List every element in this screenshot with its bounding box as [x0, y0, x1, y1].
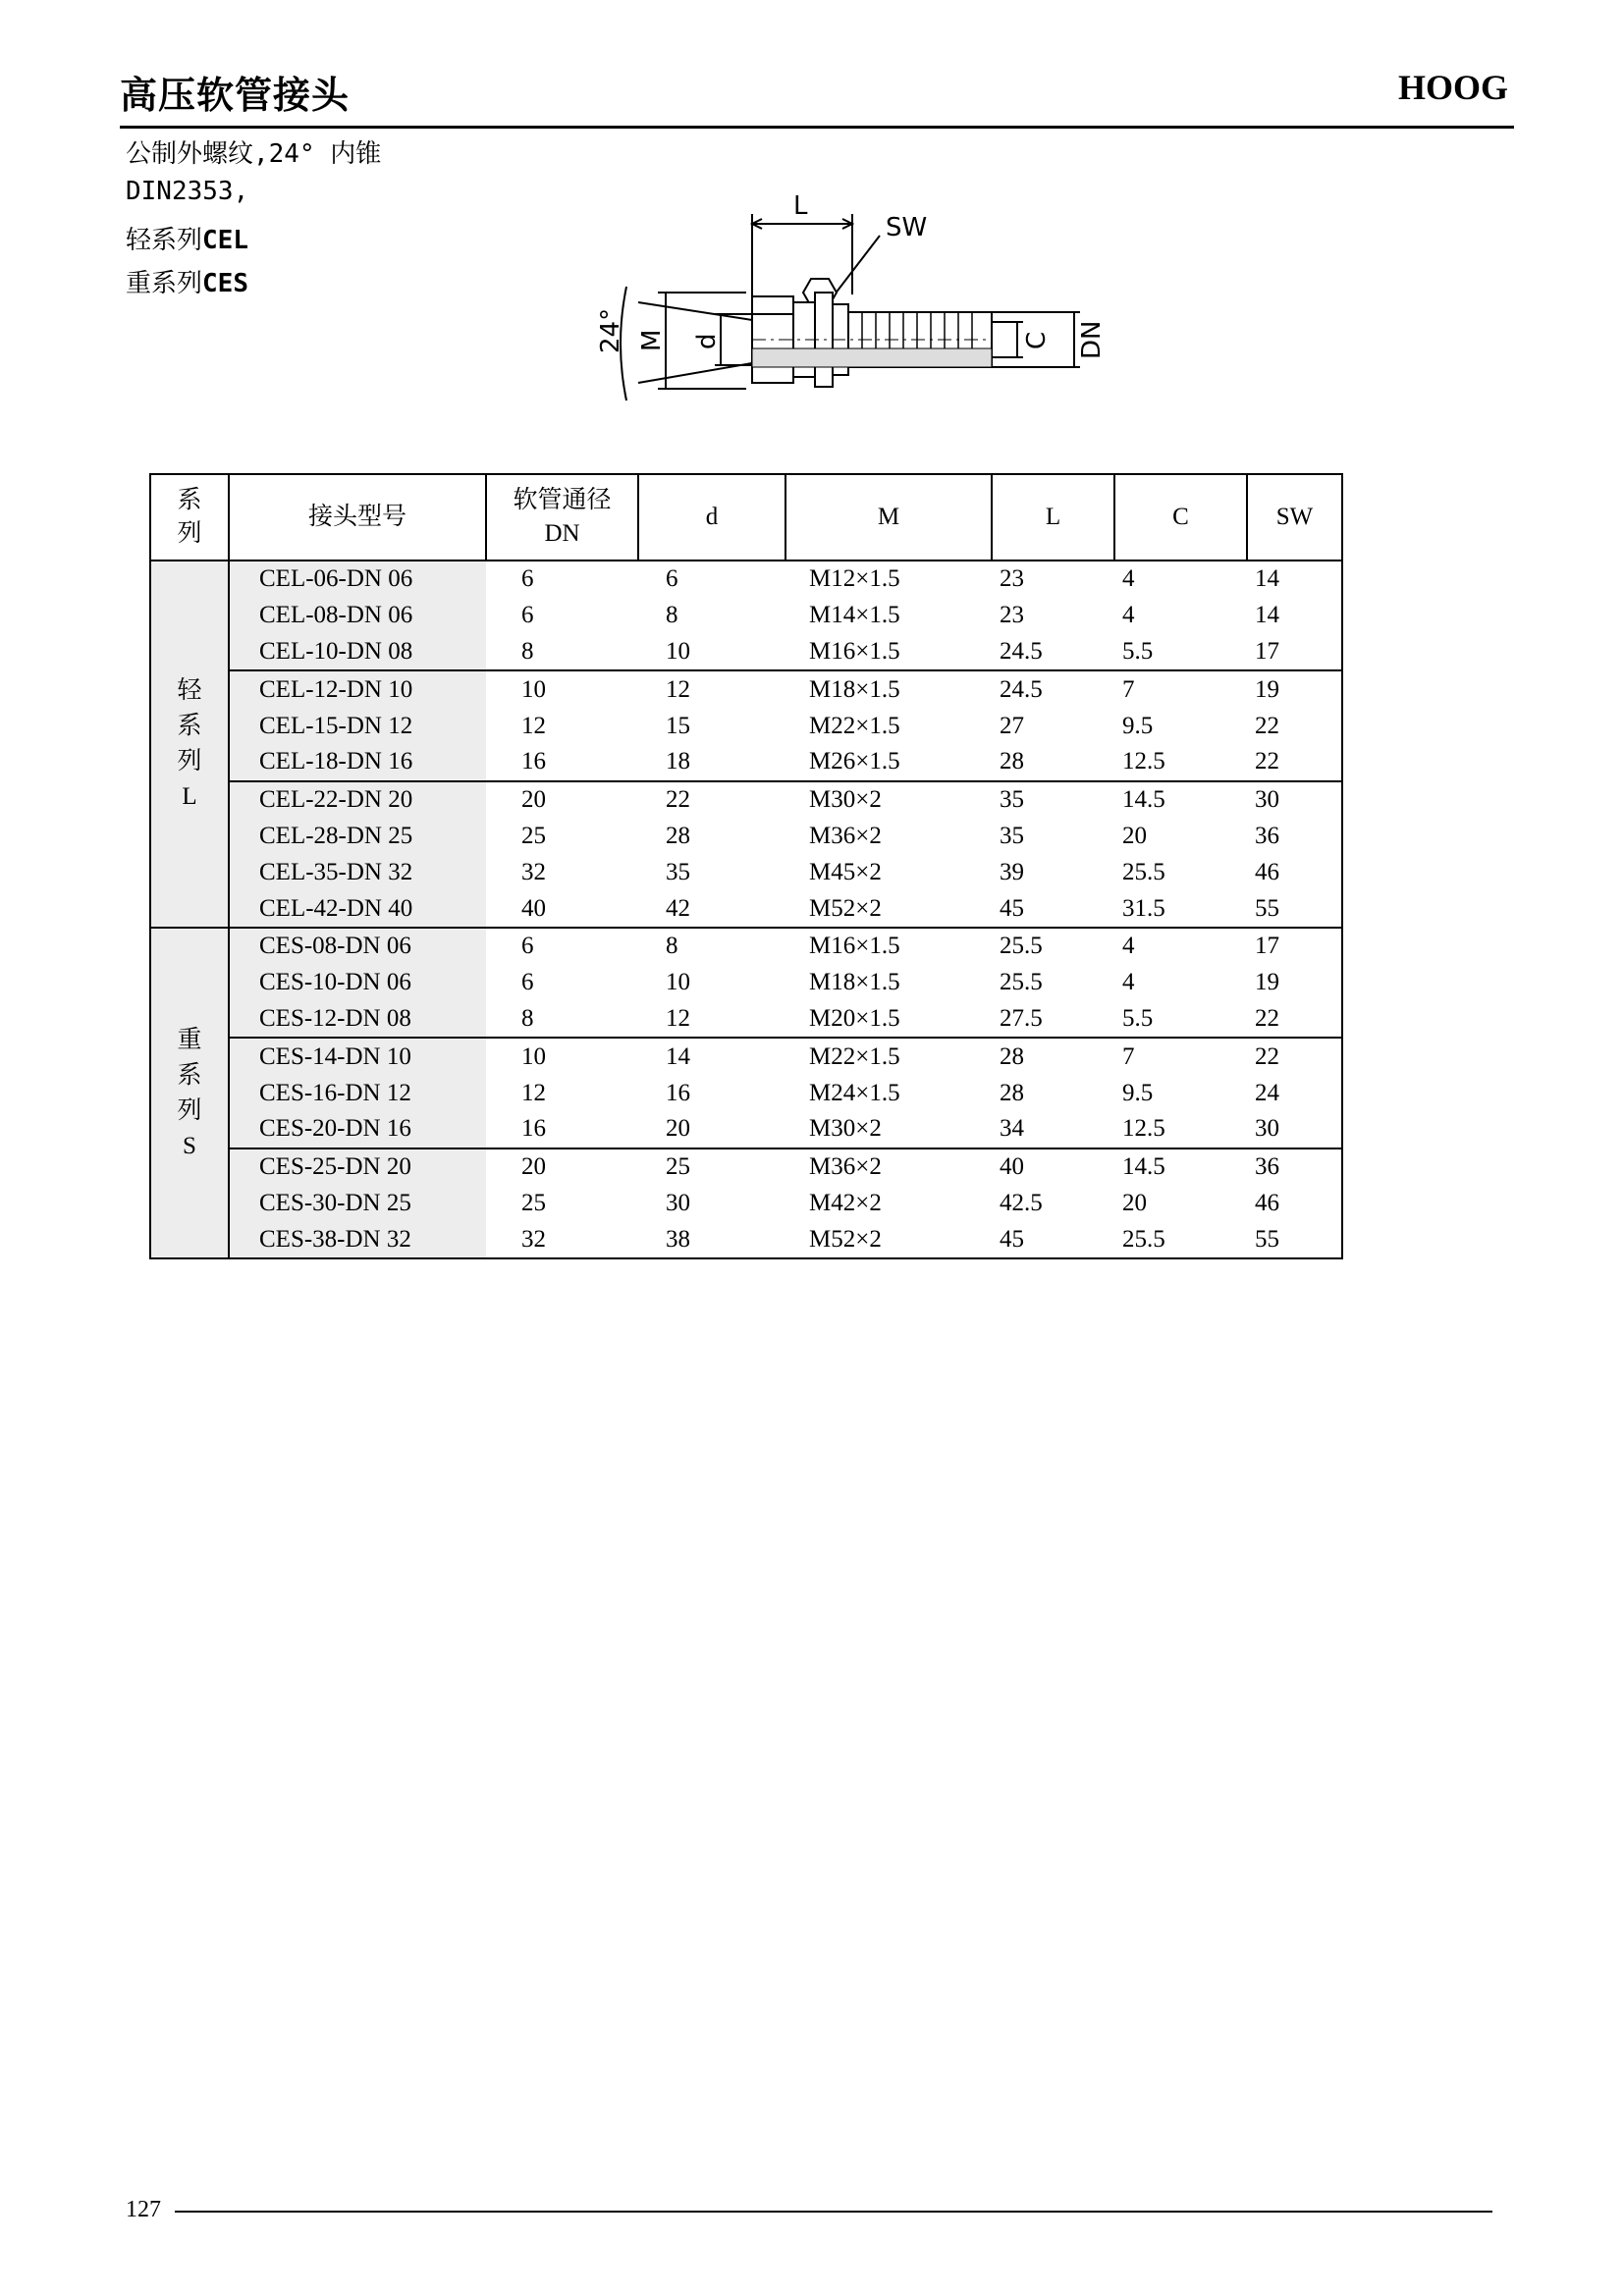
cell-dn: 20 [521, 786, 546, 814]
cell-c: 25.5 [1122, 858, 1165, 885]
table-row [150, 1186, 1342, 1222]
cell-model: CEL-10-DN 08 [229, 634, 486, 671]
table-row [150, 598, 1342, 634]
cell-l: 28 [992, 744, 1114, 781]
cell-dn: 12 [521, 712, 546, 739]
cell-l: 28 [1000, 1042, 1024, 1070]
desc-heavy-series-prefix: 重系列 [126, 269, 203, 298]
brand-logo-text: HOOG [1397, 68, 1508, 107]
cell-l: 27 [1000, 712, 1024, 739]
cell-sw: 17 [1247, 634, 1342, 671]
cell-sw: 22 [1247, 1001, 1342, 1039]
cell-sw: 22 [1247, 708, 1342, 744]
cell-sw: 19 [1247, 965, 1342, 1001]
cell-sw: 55 [1247, 1221, 1342, 1258]
series-label: 重系列S [177, 1026, 202, 1159]
desc-standard: DIN2353, [126, 177, 249, 206]
cell-d: 10 [666, 969, 690, 996]
cell-l: 45 [992, 890, 1114, 928]
cell-sw: 22 [1247, 1038, 1342, 1075]
cell-l: 35 [1000, 822, 1024, 849]
desc-heavy-series-code: CES [202, 269, 248, 298]
header-c: C [1114, 474, 1247, 561]
table-row [150, 1038, 1342, 1075]
table-row [150, 781, 1342, 819]
cell-l: 28 [1000, 1079, 1024, 1106]
cell-l: 25.5 [1000, 969, 1043, 996]
desc-heavy-series [126, 263, 248, 299]
spec-table-body [150, 561, 1342, 1258]
cell-dn: 10 [521, 1042, 546, 1070]
page-title: 高压软管接头 [120, 74, 351, 117]
cell-dn: 6 [521, 969, 534, 996]
header-sw: SW [1247, 474, 1342, 561]
cell-model: CES-16-DN 12 [229, 1075, 486, 1111]
cell-model: CEL-28-DN 25 [229, 819, 486, 855]
cell-d: 18 [638, 744, 785, 781]
cell-model: CEL-18-DN 16 [229, 744, 486, 781]
cell-c: 12.5 [1114, 1111, 1247, 1148]
cell-model: CEL-15-DN 12 [229, 708, 486, 744]
cell-c: 5.5 [1114, 634, 1247, 671]
cell-dn: 8 [486, 634, 638, 671]
header-model: 接头型号 [229, 474, 486, 561]
table-row [150, 561, 1342, 598]
cell-d: 12 [638, 1001, 785, 1039]
cell-sw: 46 [1247, 1186, 1342, 1222]
cell-dn: 16 [486, 1111, 638, 1148]
cell-m: M30×2 [809, 786, 882, 814]
cell-dn: 8 [486, 1001, 638, 1039]
cell-sw: 14 [1247, 561, 1342, 598]
cell-d: 6 [666, 565, 678, 593]
cell-c: 14.5 [1122, 1153, 1165, 1181]
cell-dn: 12 [521, 1079, 546, 1106]
cell-c: 20 [1122, 822, 1147, 849]
cell-d: 15 [666, 712, 690, 739]
cell-l: 25.5 [1000, 933, 1043, 960]
cell-c: 4 [1122, 969, 1135, 996]
cell-model: CEL-06-DN 06 [229, 561, 486, 598]
cell-m: M22×1.5 [809, 1042, 900, 1070]
table-row [150, 634, 1342, 671]
header-series: 系列 [150, 474, 229, 561]
cell-sw: 55 [1247, 890, 1342, 928]
cell-m: M18×1.5 [809, 675, 900, 703]
cell-dn: 40 [486, 890, 638, 928]
cell-d: 8 [666, 602, 678, 629]
cell-m: M30×2 [785, 1111, 992, 1148]
table-row [150, 819, 1342, 855]
cell-dn: 6 [521, 565, 534, 593]
cell-d: 20 [638, 1111, 785, 1148]
cell-l: 35 [1000, 786, 1024, 814]
cell-l: 40 [1000, 1153, 1024, 1181]
desc-thread-type: 公制外螺纹,24° 内锥 [126, 139, 382, 169]
table-row [150, 744, 1342, 781]
header-l: L [992, 474, 1114, 561]
diagram-label-L: L [793, 191, 808, 221]
cell-l: 34 [992, 1111, 1114, 1148]
cell-c: 5.5 [1114, 1001, 1247, 1039]
cell-m: M26×1.5 [785, 744, 992, 781]
cell-m: M16×1.5 [785, 634, 992, 671]
cell-l: 24.5 [1000, 675, 1043, 703]
table-row [150, 1148, 1342, 1186]
cell-c: 4 [1122, 933, 1135, 960]
cell-d: 16 [666, 1079, 690, 1106]
cell-model: CES-08-DN 06 [229, 928, 486, 965]
series-cell [150, 928, 229, 1258]
cell-d: 14 [666, 1042, 690, 1070]
cell-l: 27.5 [992, 1001, 1114, 1039]
cell-c: 12.5 [1114, 744, 1247, 781]
desc-light-series-prefix: 轻系列 [126, 226, 203, 255]
diagram-label-M: M [637, 329, 667, 351]
series-label: 轻系列L [177, 676, 202, 810]
cell-c: 9.5 [1122, 712, 1154, 739]
table-row [150, 1001, 1342, 1039]
header-m: M [785, 474, 992, 561]
cell-dn: 25 [521, 822, 546, 849]
cell-d: 12 [666, 675, 690, 703]
cell-m: M42×2 [809, 1189, 882, 1216]
cell-model: CEL-35-DN 32 [229, 854, 486, 890]
cell-d: 22 [666, 786, 690, 814]
cell-c: 4 [1122, 602, 1135, 629]
series-cell [150, 561, 229, 928]
cell-d: 28 [666, 822, 690, 849]
cell-l: 23 [1000, 602, 1024, 629]
cell-sw: 22 [1247, 744, 1342, 781]
cell-m: M52×2 [785, 890, 992, 928]
cell-d: 25 [666, 1153, 690, 1181]
table-row [150, 854, 1342, 890]
cell-sw: 24 [1247, 1075, 1342, 1111]
fitting-diagram [589, 187, 1119, 412]
cell-model: CEL-42-DN 40 [229, 890, 486, 928]
cell-c: 9.5 [1122, 1079, 1154, 1106]
cell-m: M36×2 [809, 822, 882, 849]
cell-dn: 25 [521, 1189, 546, 1216]
cell-model: CES-30-DN 25 [229, 1186, 486, 1222]
header-dn-line2: DN [544, 520, 580, 547]
cell-l: 42.5 [1000, 1189, 1043, 1216]
cell-sw: 19 [1247, 670, 1342, 708]
cell-c: 4 [1122, 565, 1135, 593]
table-row [150, 1221, 1342, 1258]
table-row [150, 1075, 1342, 1111]
table-row [150, 890, 1342, 928]
cell-c: 7 [1122, 675, 1135, 703]
cell-dn: 10 [521, 675, 546, 703]
cell-sw: 46 [1247, 854, 1342, 890]
cell-m: M16×1.5 [809, 933, 900, 960]
cell-m: M18×1.5 [809, 969, 900, 996]
cell-dn: 20 [521, 1153, 546, 1181]
cell-dn: 16 [486, 744, 638, 781]
cell-model: CES-14-DN 10 [229, 1038, 486, 1075]
cell-d: 10 [638, 634, 785, 671]
cell-model: CES-12-DN 08 [229, 1001, 486, 1039]
cell-l: 39 [1000, 858, 1024, 885]
cell-c: 7 [1122, 1042, 1135, 1070]
cell-model: CEL-08-DN 06 [229, 598, 486, 634]
cell-dn: 6 [521, 602, 534, 629]
cell-sw: 30 [1247, 781, 1342, 819]
cell-m: M20×1.5 [785, 1001, 992, 1039]
cell-m: M14×1.5 [809, 602, 900, 629]
cell-c: 20 [1122, 1189, 1147, 1216]
diagram-label-C: C [1022, 331, 1052, 349]
page-number: 127 [126, 2197, 161, 2222]
header-d: d [638, 474, 785, 561]
cell-d: 38 [638, 1221, 785, 1258]
spec-table-container [149, 473, 1341, 1253]
cell-c: 25.5 [1114, 1221, 1247, 1258]
header-dn-line1: 软管通径 [513, 487, 612, 513]
cell-dn: 32 [486, 1221, 638, 1258]
cell-m: M22×1.5 [809, 712, 900, 739]
cell-model: CES-20-DN 16 [229, 1111, 486, 1148]
desc-light-series-code: CEL [202, 226, 248, 255]
cell-model: CES-25-DN 20 [229, 1148, 486, 1186]
diagram-label-SW: SW [886, 213, 928, 242]
cell-c: 14.5 [1122, 786, 1165, 814]
desc-light-series [126, 220, 248, 256]
cell-sw: 36 [1247, 819, 1342, 855]
header-divider [120, 126, 1514, 129]
cell-m: M45×2 [809, 858, 882, 885]
cell-dn: 32 [521, 858, 546, 885]
cell-m: M24×1.5 [809, 1079, 900, 1106]
cell-m: M36×2 [809, 1153, 882, 1181]
cell-d: 8 [666, 933, 678, 960]
table-row [150, 708, 1342, 744]
cell-c: 31.5 [1114, 890, 1247, 928]
cell-sw: 36 [1247, 1148, 1342, 1186]
spec-table [149, 473, 1343, 1259]
cell-d: 35 [666, 858, 690, 885]
cell-dn: 6 [521, 933, 534, 960]
cell-m: M12×1.5 [809, 565, 900, 593]
cell-model: CES-10-DN 06 [229, 965, 486, 1001]
diagram-label-d: d [692, 333, 722, 349]
table-row [150, 965, 1342, 1001]
cell-l: 24.5 [992, 634, 1114, 671]
diagram-label-angle: 24° [596, 307, 625, 353]
cell-model: CEL-22-DN 20 [229, 781, 486, 819]
cell-sw: 30 [1247, 1111, 1342, 1148]
table-row [150, 928, 1342, 965]
cell-m: M52×2 [785, 1221, 992, 1258]
cell-model: CEL-12-DN 10 [229, 670, 486, 708]
cell-sw: 17 [1247, 928, 1342, 965]
table-header-row [150, 474, 1342, 561]
diagram-label-DN: DN [1077, 320, 1107, 359]
footer-divider [175, 2211, 1492, 2213]
table-row [150, 1111, 1342, 1148]
cell-sw: 14 [1247, 598, 1342, 634]
cell-l: 23 [1000, 565, 1024, 593]
cell-d: 42 [638, 890, 785, 928]
header-dn [486, 474, 638, 561]
table-row [150, 670, 1342, 708]
cell-l: 45 [992, 1221, 1114, 1258]
cell-d: 30 [666, 1189, 690, 1216]
cell-model: CES-38-DN 32 [229, 1221, 486, 1258]
